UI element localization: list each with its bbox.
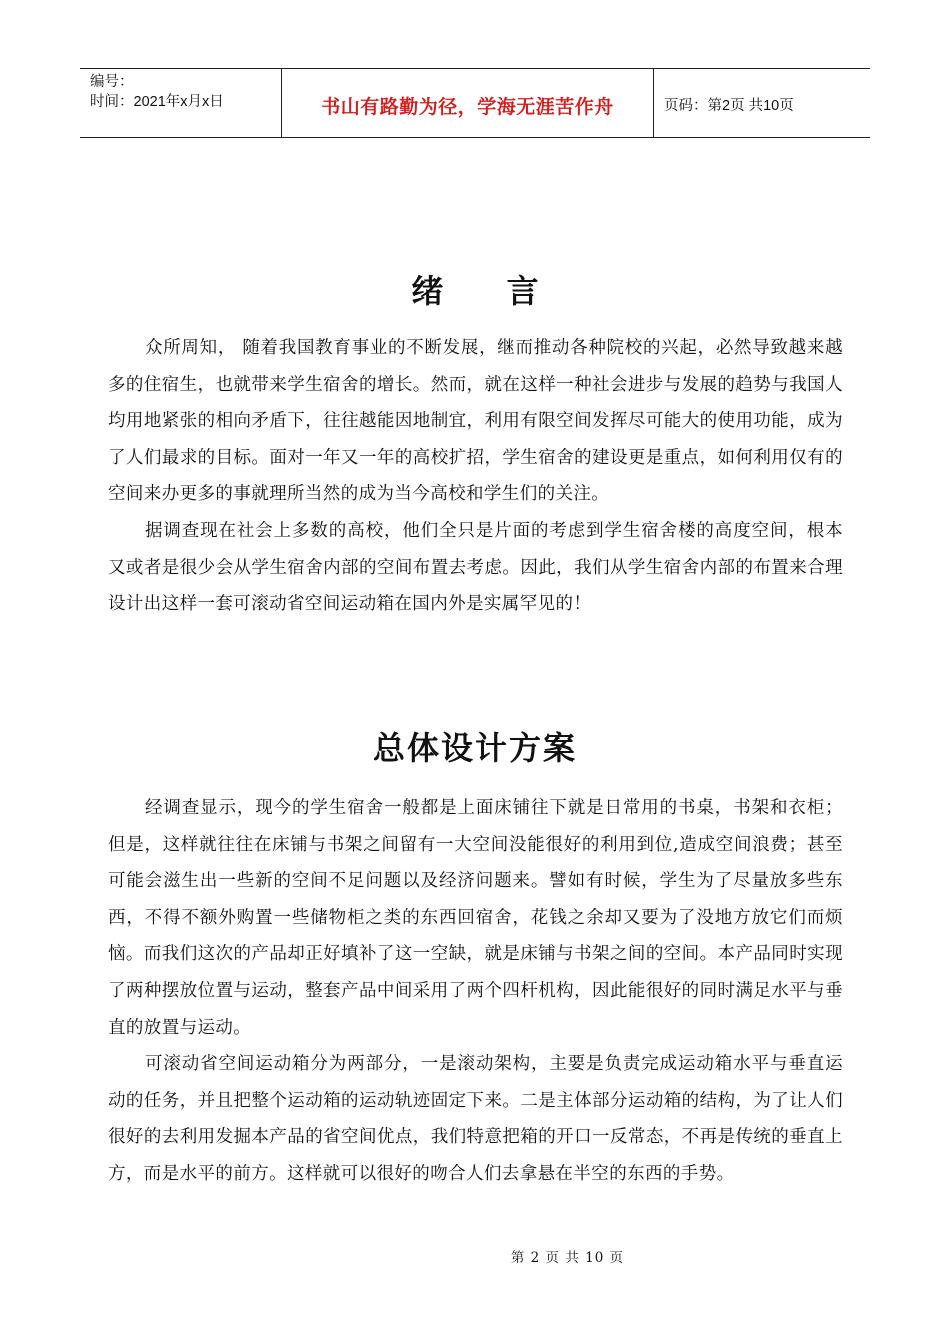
- intro-paragraph-1: 众所周知， 随着我国教育事业的不断发展，继而推动各种院校的兴起，必然导致越来越多的住宿生，也就带来学生宿舍的增长。然而，就在这样一种社会进步与发展的趋势与我国人均用地紧张的相向矛盾下，往往越能因地制宜，利用有限空间发挥尽可能大的使用功能，成为了人们最求的目标。面对一年又一年的高校扩招，学生宿舍的建设更是重点，如何利用仅有的空间来办更多的事就理所当然的成为当今高校和学生们的关注。: [108, 338, 843, 505]
- design-paragraph-1: 经调查显示，现今的学生宿舍一般都是上面床铺往下就是日常用的书桌，书架和衣柜； 但是，这样就往往在床铺与书架之间留有一大空间没能很好的利用到位,造成空间浪费；甚至可能会滋生出一些新的空间不足问题以及经济问题来。譬如有时候，学生为了尽量放多些东西，不得不额外购置一些储物柜之类的东西回宿舍，花钱之余却又要为了没地方放它们而烦恼。而我们这次的产品却正好填补了这一空缺，就是床铺与书架之间的空间。本产品同时实现了两种摆放位置与运动，整套产品中间采用了两个四杆机构，因此能很好的同时满足水平与垂直的放置与运动。: [108, 798, 843, 1038]
- design-paragraph-2: 可滚动省空间运动箱分为两部分，一是滚动架构，主要是负责完成运动箱水平与垂直运动的任务，并且把整个运动箱的运动轨迹固定下来。二是主体部分运动箱的结构，为了让人们很好的去利用发掘本产品的省空间优点，我们特意把箱的开口一反常态，不再是传统的垂直上方，而是水平的前方。这样就可以很好的吻合人们去拿悬在半空的东西的手势。: [108, 1054, 843, 1184]
- date-label: 时间：2021年x月x日: [90, 94, 224, 110]
- header-motto-cell: [282, 69, 654, 137]
- header-page-cell: [654, 69, 870, 137]
- intro-title: 绪 言: [411, 272, 565, 310]
- page-info: 页码：第2页 共10页: [664, 97, 794, 114]
- header-meta-cell: [80, 69, 282, 137]
- document-header: [80, 68, 870, 138]
- intro-paragraph-2: 据调查现在社会上多数的高校，他们全只是片面的考虑到学生宿舍楼的高度空间，根本又或者是很少会从学生宿舍内部的空间布置去考虑。因此，我们从学生宿舍内部的布置来合理设计出这样一套可滚动省空间运动箱在国内外是实属罕见的！: [108, 520, 843, 615]
- motto-text: 书山有路勤为径，学海无涯苦作舟: [321, 95, 614, 118]
- design-title: 总体设计方案: [372, 729, 577, 767]
- design-section: [108, 790, 843, 1193]
- page-footer: 第 2 页 共 10 页: [510, 1250, 625, 1266]
- intro-section: [108, 330, 843, 623]
- code-label: 编号：: [90, 74, 134, 90]
